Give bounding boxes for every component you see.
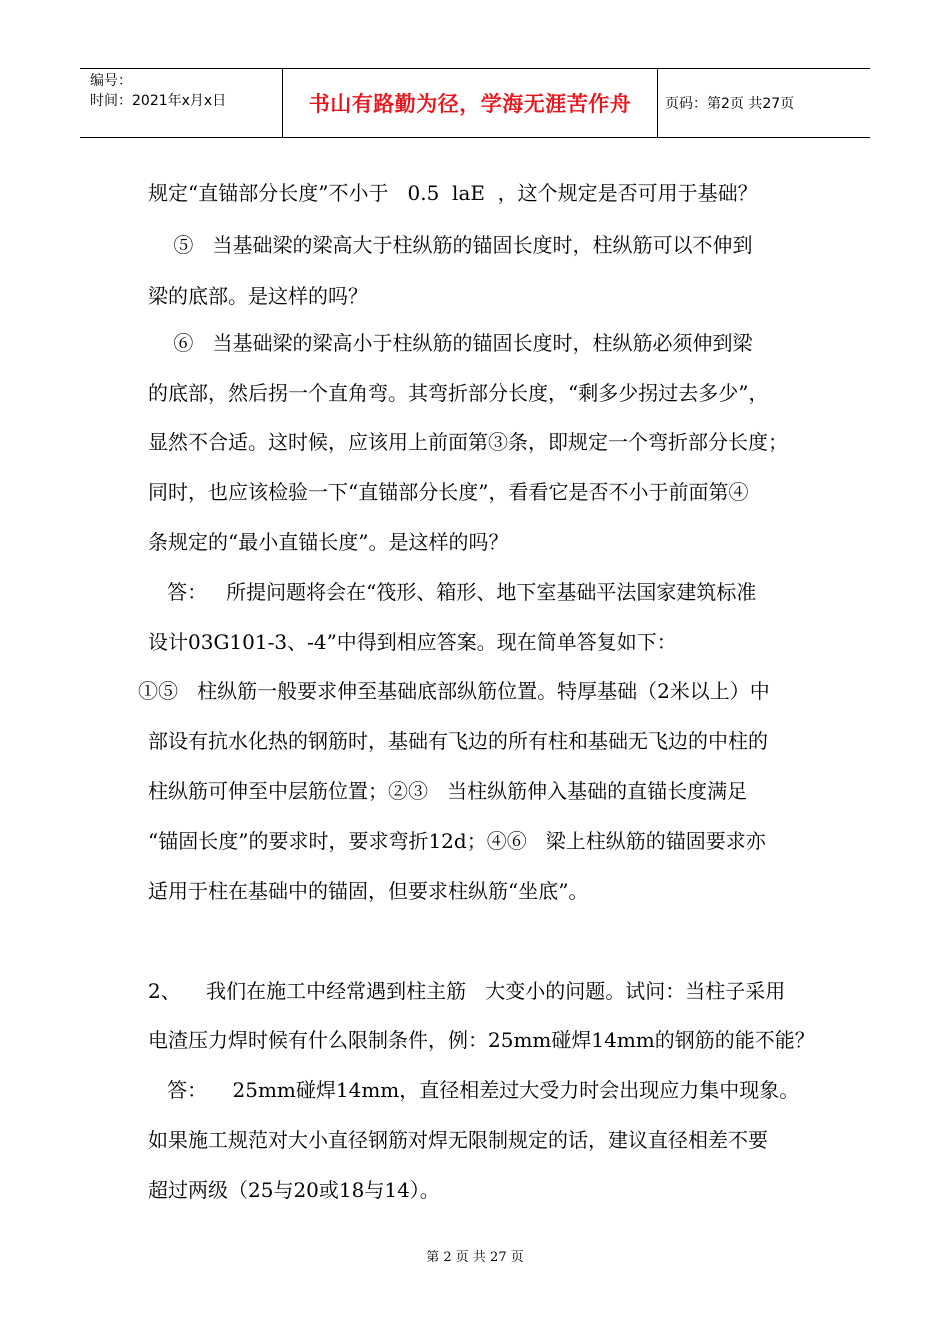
text-line: 适用于柱在基础中的锚固，但要求柱纵筋“坐底”。: [148, 879, 589, 903]
text-line: 答： 所提问题将会在“筏形、箱形、地下室基础平法国家建筑标准: [148, 580, 757, 604]
text-line: 答： 25mm碰焊14mm，直径相差过大受力时会出现应力集中现象。: [148, 1078, 800, 1102]
text-line: 显然不合适。这时候，应该用上前面第③条，即规定一个弯折部分长度；: [148, 430, 788, 454]
text-line: 超过两级（25与20或18与14）。: [148, 1178, 440, 1202]
text-line: ①⑤ 柱纵筋一般要求伸至基础底部纵筋位置。特厚基础（2米以上）中: [138, 679, 770, 703]
header-page-info: 页码：第2页 共27页: [665, 96, 795, 112]
header-divider: [282, 69, 283, 137]
text-line: 同时，也应该检验一下“直锚部分长度”，看看它是否不小于前面第④: [148, 480, 749, 504]
header-divider: [657, 69, 658, 137]
text-line: 梁的底部。是这样的吗？: [148, 284, 368, 308]
text-line: “锚固长度”的要求时，要求弯折12d；④⑥ 梁上柱纵筋的锚固要求亦: [148, 829, 766, 853]
text-line: ⑥ 当基础梁的梁高小于柱纵筋的锚固长度时，柱纵筋必须伸到梁: [148, 331, 753, 355]
date-label: 时间：2021年x月x日: [90, 93, 227, 109]
text-line: 规定“直锚部分长度”不小于 0.5 laE ，这个规定是否可用于基础？: [148, 181, 758, 205]
text-line: ⑤ 当基础梁的梁高大于柱纵筋的锚固长度时，柱纵筋可以不伸到: [148, 233, 753, 257]
text-line: 条规定的“最小直锚长度”。是这样的吗？: [148, 530, 509, 554]
header-motto: 书山有路勤为径，学海无涯苦作舟: [308, 92, 632, 116]
text-line: 设计03G101-3、-4”中得到相应答案。现在简单答复如下：: [148, 630, 677, 654]
page-footer: 第 2 页 共 27 页: [426, 1250, 524, 1265]
text-line: 的底部，然后拐一个直角弯。其弯折部分长度，“剩多少拐过去多少”，: [148, 381, 769, 405]
text-line: 柱纵筋可伸至中层筋位置；②③ 当柱纵筋伸入基础的直锚长度满足: [148, 779, 748, 803]
text-line: 如果施工规范对大小直径钢筋对焊无限制规定的话，建议直径相差不要: [148, 1128, 768, 1152]
text-line: 2、 我们在施工中经常遇到柱主筋 大变小的问题。试问：当柱子采用: [148, 979, 786, 1003]
text-line: 部设有抗水化热的钢筋时，基础有飞边的所有柱和基础无飞边的中柱的: [148, 729, 768, 753]
header-meta: [90, 71, 226, 111]
number-label: 编号：: [90, 73, 132, 89]
page-header: [80, 68, 870, 138]
text-line: 电渣压力焊时候有什么限制条件，例：25mm碰焊14mm的钢筋的能不能？: [148, 1028, 815, 1052]
